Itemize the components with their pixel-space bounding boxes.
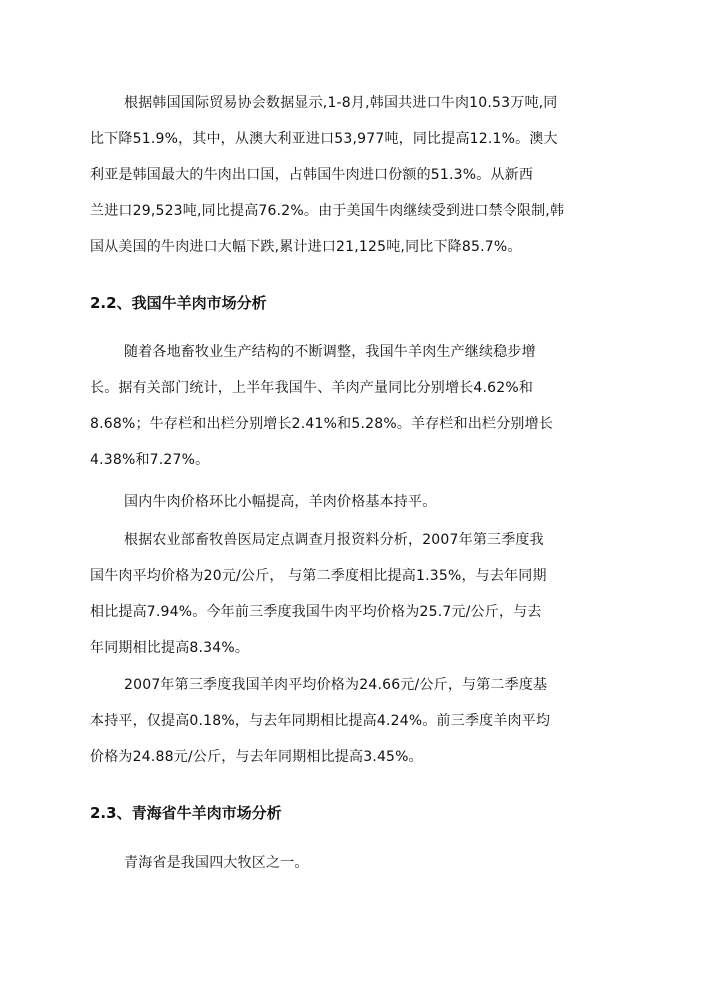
- text-line: 利亚是韩国最大的牛肉出口国，占韩国牛肉进口份额的51.3%。从新西: [90, 167, 534, 183]
- text-line: 相比提高7.94%。今年前三季度我国牛肉平均价格为25.7元/公斤，与去: [90, 604, 542, 620]
- text-line: 价格为24.88元/公斤，与去年同期相比提高3.45%。: [90, 749, 423, 765]
- paragraph-korea-beef-imports: [90, 85, 620, 265]
- paragraph-qinghai-intro: [90, 845, 620, 881]
- text-line: 4.38%和7.27%。: [90, 452, 210, 468]
- text-line: 国牛肉平均价格为20元/公斤， 与第二季度相比提高1.35%，与去年同期: [90, 568, 547, 584]
- paragraph-mutton-prices: [90, 667, 620, 775]
- section-heading-2-2: 2.2、我国牛羊肉市场分析: [90, 294, 267, 312]
- text-line: 年同期相比提高8.34%。: [90, 640, 250, 656]
- paragraph-beef-prices: [90, 522, 620, 666]
- text-line: 2007年第三季度我国羊肉平均价格为24.66元/公斤，与第二季度基: [124, 677, 548, 693]
- text-line: 根据农业部畜牧兽医局定点调查月报资料分析，2007年第三季度我: [124, 532, 544, 548]
- text-line: 兰进口29,523吨,同比提高76.2%。由于美国牛肉继续受到进口禁令限制,韩: [90, 203, 565, 219]
- text-line: 国内牛肉价格环比小幅提高，羊肉价格基本持平。: [124, 494, 437, 510]
- text-line: 青海省是我国四大牧区之一。: [124, 855, 309, 871]
- text-line: 比下降51.9%，其中，从澳大利亚进口53,977吨，同比提高12.1%。澳大: [90, 131, 558, 147]
- text-line: 长。据有关部门统计，上半年我国牛、羊肉产量同比分别增长4.62%和: [90, 380, 534, 396]
- text-line: 8.68%；牛存栏和出栏分别增长2.41%和5.28%。羊存栏和出栏分别增长: [90, 416, 554, 432]
- text-line: 本持平，仅提高0.18%，与去年同期相比提高4.24%。前三季度羊肉平均: [90, 713, 551, 729]
- text-line: 根据韩国国际贸易协会数据显示,1-8月,韩国共进口牛肉10.53万吨,同: [124, 95, 558, 111]
- text-line: 随着各地畜牧业生产结构的不断调整，我国牛羊肉生产继续稳步增: [124, 344, 536, 360]
- section-heading-2-3: 2.3、青海省牛羊肉市场分析: [90, 804, 282, 822]
- text-line: 国从美国的牛肉进口大幅下跌,累计进口21,125吨,同比下降85.7%。: [90, 239, 522, 255]
- paragraph-production-growth: [90, 334, 620, 478]
- paragraph-price-summary: [90, 484, 620, 520]
